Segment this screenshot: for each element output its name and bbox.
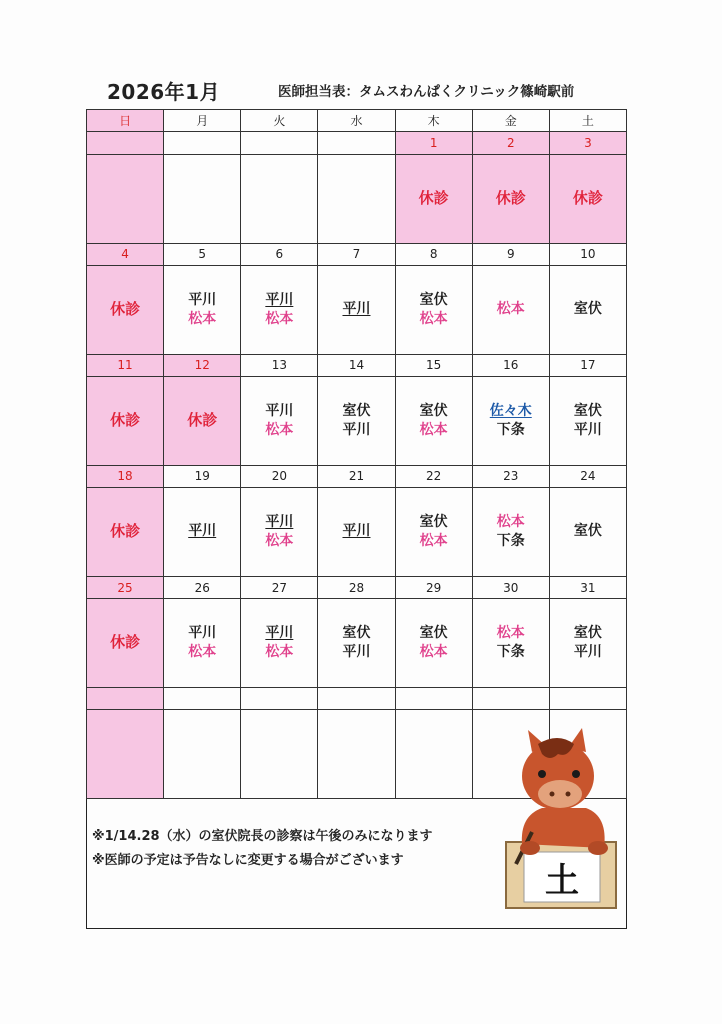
date-cell: 27 bbox=[241, 576, 318, 598]
day-schedule-cell bbox=[87, 265, 164, 354]
date-cell: 30 bbox=[472, 576, 549, 598]
day-schedule-cell bbox=[241, 154, 318, 243]
day-schedule-cell bbox=[241, 710, 318, 799]
date-cell bbox=[164, 132, 241, 154]
doctor-name: 平川 bbox=[342, 301, 371, 318]
weekday-header: 水 bbox=[318, 110, 395, 132]
date-cell: 25 bbox=[87, 576, 164, 598]
doctor-name: 平川 bbox=[188, 625, 217, 642]
doctor-name: 松本 bbox=[419, 310, 448, 327]
doctor-name: 松本 bbox=[265, 421, 294, 438]
day-schedule-cell bbox=[318, 265, 395, 354]
day-schedule-cell bbox=[241, 377, 318, 466]
date-row bbox=[87, 243, 627, 265]
date-row bbox=[87, 132, 627, 154]
closed-label: 休診 bbox=[187, 410, 218, 429]
doctor-name: 室伏 bbox=[342, 625, 371, 642]
date-cell: 5 bbox=[164, 243, 241, 265]
day-schedule-cell bbox=[472, 265, 549, 354]
doctor-name: 室伏 bbox=[573, 301, 602, 318]
page-title: 2026年1月 bbox=[107, 80, 221, 104]
date-cell: 19 bbox=[164, 465, 241, 487]
doctor-name: 佐々木 bbox=[489, 402, 532, 419]
doctor-name: 松本 bbox=[496, 625, 525, 642]
date-cell: 8 bbox=[395, 243, 472, 265]
day-schedule-cell bbox=[164, 265, 241, 354]
date-cell: 10 bbox=[549, 243, 626, 265]
doctor-name: 平川 bbox=[188, 523, 217, 540]
day-schedule-cell bbox=[318, 488, 395, 577]
horse-mascot-illustration bbox=[498, 724, 626, 914]
day-schedule-cell bbox=[241, 599, 318, 688]
date-cell bbox=[472, 687, 549, 709]
date-cell: 4 bbox=[87, 243, 164, 265]
date-cell: 3 bbox=[549, 132, 626, 154]
day-schedule-cell bbox=[318, 377, 395, 466]
doctor-name: 下条 bbox=[496, 421, 525, 438]
doctor-name: 平川 bbox=[573, 644, 602, 661]
doctor-name: 平川 bbox=[573, 421, 602, 438]
date-cell: 23 bbox=[472, 465, 549, 487]
closed-label: 休診 bbox=[495, 188, 526, 207]
doctor-name: 平川 bbox=[265, 513, 294, 530]
schedule-row bbox=[87, 599, 627, 688]
doctor-name: 室伏 bbox=[419, 402, 448, 419]
date-cell bbox=[241, 132, 318, 154]
doctor-name: 松本 bbox=[188, 644, 217, 661]
schedule-row bbox=[87, 265, 627, 354]
doctor-name: 室伏 bbox=[419, 625, 448, 642]
date-cell: 22 bbox=[395, 465, 472, 487]
doctor-name: 室伏 bbox=[342, 402, 371, 419]
date-cell: 12 bbox=[164, 354, 241, 376]
date-cell: 26 bbox=[164, 576, 241, 598]
date-cell: 29 bbox=[395, 576, 472, 598]
day-schedule-cell bbox=[241, 488, 318, 577]
date-cell: 31 bbox=[549, 576, 626, 598]
date-cell: 13 bbox=[241, 354, 318, 376]
date-cell: 1 bbox=[395, 132, 472, 154]
day-schedule-cell bbox=[395, 154, 472, 243]
doctor-name: 平川 bbox=[342, 644, 371, 661]
doctor-name: 下条 bbox=[496, 644, 525, 661]
day-schedule-cell bbox=[549, 599, 626, 688]
date-cell: 11 bbox=[87, 354, 164, 376]
day-schedule-cell bbox=[318, 154, 395, 243]
weekday-header: 火 bbox=[241, 110, 318, 132]
doctor-name: 室伏 bbox=[419, 513, 448, 530]
day-schedule-cell bbox=[395, 265, 472, 354]
date-row bbox=[87, 687, 627, 709]
schedule-calendar bbox=[86, 109, 627, 799]
doctor-name: 松本 bbox=[419, 421, 448, 438]
weekday-header: 木 bbox=[395, 110, 472, 132]
date-cell bbox=[164, 687, 241, 709]
notes bbox=[92, 825, 433, 873]
doctor-name: 平川 bbox=[265, 291, 294, 308]
date-row bbox=[87, 354, 627, 376]
date-cell bbox=[318, 132, 395, 154]
day-schedule-cell bbox=[472, 377, 549, 466]
day-schedule-cell bbox=[87, 154, 164, 243]
note-line: ※医師の予定は予告なしに変更する場合がございます bbox=[92, 853, 404, 868]
closed-label: 休診 bbox=[110, 299, 141, 318]
day-schedule-cell bbox=[395, 599, 472, 688]
day-schedule-cell bbox=[164, 710, 241, 799]
day-schedule-cell bbox=[318, 710, 395, 799]
day-schedule-cell bbox=[87, 710, 164, 799]
day-schedule-cell bbox=[549, 265, 626, 354]
date-cell: 17 bbox=[549, 354, 626, 376]
day-schedule-cell bbox=[164, 488, 241, 577]
day-schedule-cell bbox=[549, 377, 626, 466]
doctor-name: 平川 bbox=[342, 421, 371, 438]
day-schedule-cell bbox=[472, 488, 549, 577]
closed-label: 休診 bbox=[572, 188, 603, 207]
day-schedule-cell bbox=[318, 599, 395, 688]
schedule-row bbox=[87, 377, 627, 466]
note-line: ※1/14.28（水）の室伏院長の診察は午後のみになります bbox=[92, 829, 433, 844]
doctor-name: 室伏 bbox=[573, 625, 602, 642]
doctor-name: 松本 bbox=[419, 532, 448, 549]
weekday-header: 月 bbox=[164, 110, 241, 132]
date-row bbox=[87, 576, 627, 598]
date-cell bbox=[241, 687, 318, 709]
doctor-name: 松本 bbox=[265, 644, 294, 661]
day-schedule-cell bbox=[241, 265, 318, 354]
doctor-name: 下条 bbox=[496, 532, 525, 549]
day-schedule-cell bbox=[395, 377, 472, 466]
date-cell: 21 bbox=[318, 465, 395, 487]
date-cell: 14 bbox=[318, 354, 395, 376]
date-cell: 28 bbox=[318, 576, 395, 598]
date-cell: 16 bbox=[472, 354, 549, 376]
doctor-name: 松本 bbox=[419, 644, 448, 661]
date-cell bbox=[395, 687, 472, 709]
date-cell: 20 bbox=[241, 465, 318, 487]
day-schedule-cell bbox=[164, 154, 241, 243]
date-cell: 7 bbox=[318, 243, 395, 265]
schedule-row bbox=[87, 488, 627, 577]
doctor-name: 平川 bbox=[342, 523, 371, 540]
doctor-name: 室伏 bbox=[573, 523, 602, 540]
date-cell: 6 bbox=[241, 243, 318, 265]
date-cell: 15 bbox=[395, 354, 472, 376]
closed-label: 休診 bbox=[110, 633, 141, 652]
day-schedule-cell bbox=[164, 377, 241, 466]
weekday-header: 土 bbox=[549, 110, 626, 132]
day-schedule-cell bbox=[395, 488, 472, 577]
date-cell: 24 bbox=[549, 465, 626, 487]
weekday-header: 金 bbox=[472, 110, 549, 132]
weekday-header-row bbox=[87, 110, 627, 132]
date-cell bbox=[318, 687, 395, 709]
weekday-header: 日 bbox=[87, 110, 164, 132]
date-cell: 18 bbox=[87, 465, 164, 487]
doctor-name: 松本 bbox=[496, 513, 525, 530]
day-schedule-cell bbox=[549, 488, 626, 577]
doctor-name: 松本 bbox=[496, 301, 525, 318]
doctor-name: 室伏 bbox=[419, 291, 448, 308]
doctor-name: 松本 bbox=[265, 310, 294, 327]
doctor-name: 平川 bbox=[265, 402, 294, 419]
doctor-name: 平川 bbox=[265, 625, 294, 642]
day-schedule-cell bbox=[87, 377, 164, 466]
doctor-name: 松本 bbox=[188, 310, 217, 327]
day-schedule-cell bbox=[472, 154, 549, 243]
day-schedule-cell bbox=[395, 710, 472, 799]
day-schedule-cell bbox=[87, 599, 164, 688]
closed-label: 休診 bbox=[418, 188, 449, 207]
day-schedule-cell bbox=[164, 599, 241, 688]
date-cell: 2 bbox=[472, 132, 549, 154]
day-schedule-cell bbox=[472, 599, 549, 688]
closed-label: 休診 bbox=[110, 410, 141, 429]
closed-label: 休診 bbox=[110, 521, 141, 540]
calligraphy-character: ⼟ bbox=[545, 861, 579, 901]
day-schedule-cell bbox=[87, 488, 164, 577]
day-schedule-cell bbox=[549, 154, 626, 243]
doctor-name: 室伏 bbox=[573, 402, 602, 419]
date-cell bbox=[87, 687, 164, 709]
doctor-name: 平川 bbox=[188, 291, 217, 308]
date-row bbox=[87, 465, 627, 487]
doctor-name: 松本 bbox=[265, 532, 294, 549]
schedule-row bbox=[87, 154, 627, 243]
page-subtitle: 医師担当表：タムスわんぱくクリニック篠崎駅前 bbox=[278, 84, 575, 100]
date-cell: 9 bbox=[472, 243, 549, 265]
date-cell bbox=[549, 687, 626, 709]
date-cell bbox=[87, 132, 164, 154]
